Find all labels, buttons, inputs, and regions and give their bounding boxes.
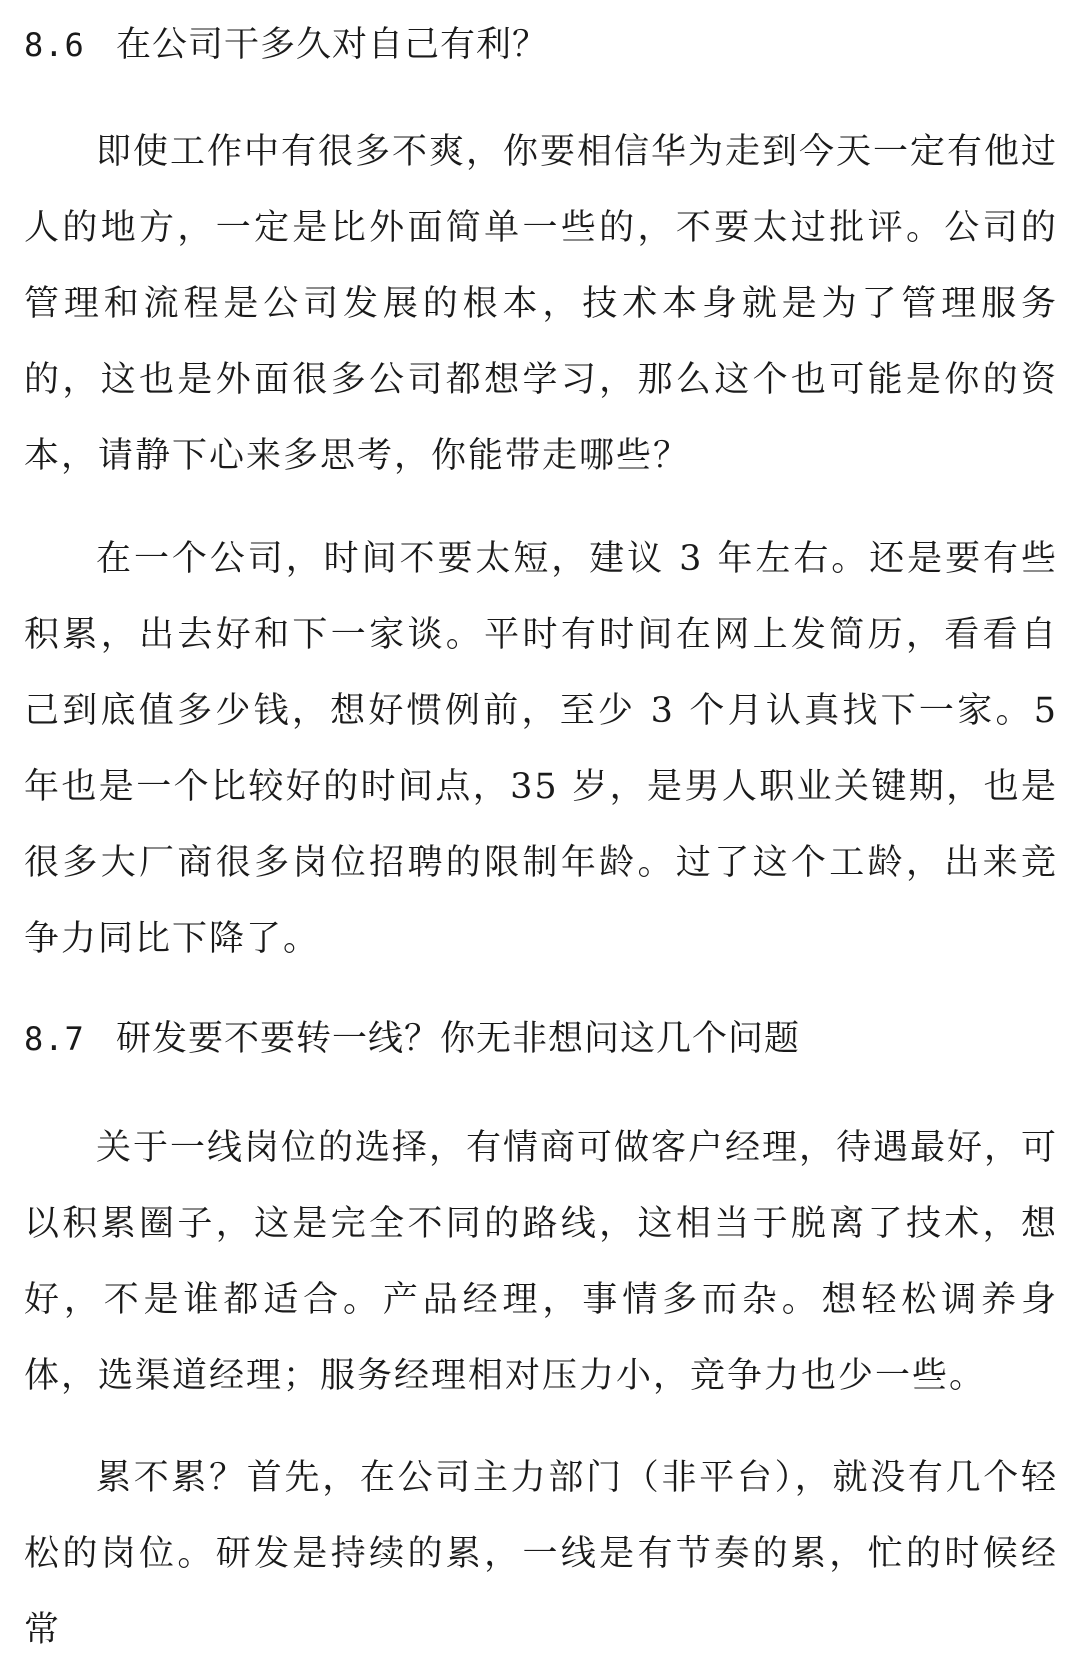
paragraph: 在一个公司，时间不要太短，建议 3 年左右。还是要有些积累，出去好和下一家谈。平时有时间在网上发简历，看看自己到底值多少钱，想好惯例前，至少 3 个月认真找下一家。5 年也是一个比较好的时间点，35 岁，是男人职业关键期，也是很多大厂商很多岗位招聘的限制年龄。过了这个工龄，出来竞争力同比下降了。: [24, 539, 1058, 959]
section-heading-8-7: [24, 1016, 800, 1062]
paragraph: 即使工作中有很多不爽，你要相信华为走到今天一定有他过人的地方，一定是比外面简单一些的，不要太过批评。公司的管理和流程是公司发展的根本，技术本身就是为了管理服务的，这也是外面很多公司都想学习，那么这个也可能是你的资本，请静下心来多思考，你能带走哪些？: [24, 132, 1059, 476]
section-number: 8.7: [24, 1020, 85, 1058]
section-number: 8.6: [24, 26, 85, 64]
section-title: 在公司干多久对自己有利？: [116, 25, 549, 65]
paragraph: 累不累？首先，在公司主力部门（非平台），就没有几个轻松的岗位。研发是持续的累，一线是有节奏的累，忙的时候经常: [24, 1458, 1058, 1650]
section-heading-8-6: [24, 22, 548, 68]
paragraph: 关于一线岗位的选择，有情商可做客户经理，待遇最好，可以积累圈子，这是完全不同的路线，这相当于脱离了技术，想好，不是谁都适合。产品经理，事情多而杂。想轻松调养身体，选渠道经理；服务经理相对压力小，竞争力也少一些。: [24, 1128, 1059, 1396]
section-title: 研发要不要转一线？你无非想问这几个问题: [116, 1019, 801, 1059]
